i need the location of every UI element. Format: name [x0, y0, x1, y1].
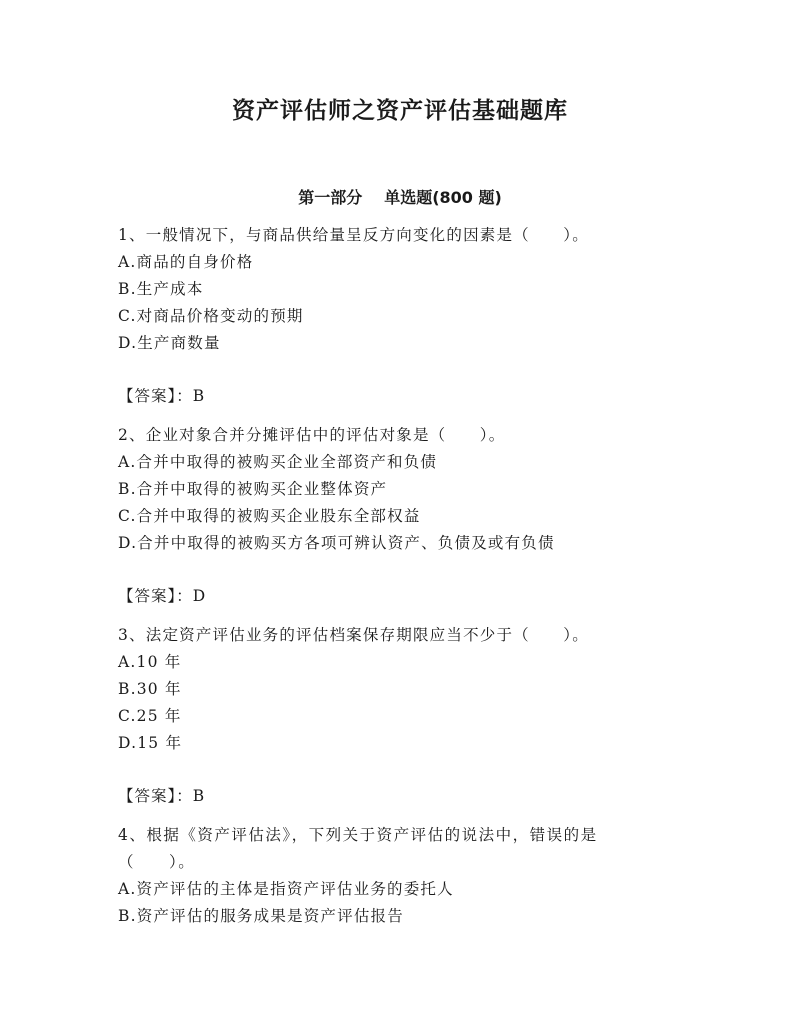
question-stem: 4、根据《资产评估法》，下列关于资产评估的说法中，错误的是（ ）。 — [118, 826, 598, 871]
option-c: C.合并中取得的被购买企业股东全部权益 — [118, 507, 421, 525]
answer-line — [118, 783, 678, 810]
answer-label: 【答案】： — [118, 787, 193, 805]
option-c: C.25 年 — [118, 707, 182, 725]
option-a: A.合并中取得的被购买企业全部资产和负债 — [118, 453, 438, 471]
option-a: A.商品的自身价格 — [118, 253, 254, 271]
answer-value: D — [192, 587, 207, 605]
answer-value: B — [192, 787, 206, 805]
option-d: D.生产商数量 — [118, 334, 221, 352]
question-4 — [118, 822, 678, 930]
option-d: D.15 年 — [118, 734, 183, 752]
question-stem: 2、企业对象合并分摊评估中的评估对象是（ ）。 — [118, 426, 506, 444]
answer-label: 【答案】： — [118, 587, 193, 605]
option-b: B.资产评估的服务成果是资产评估报告 — [118, 907, 404, 925]
question-1 — [118, 222, 678, 410]
section-part: 第一部分 — [298, 188, 363, 207]
option-b: B.生产成本 — [118, 280, 204, 298]
answer-value: B — [192, 387, 206, 405]
document-title: 资产评估师之资产评估基础题库 — [232, 98, 568, 124]
option-b: B.30 年 — [118, 680, 182, 698]
question-list — [118, 222, 678, 942]
answer-line — [118, 583, 678, 610]
option-c: C.对商品价格变动的预期 — [118, 307, 304, 325]
option-a: A.10 年 — [118, 653, 182, 671]
section-title — [0, 185, 800, 208]
question-stem: 1、一般情况下，与商品供给量呈反方向变化的因素是（ ）。 — [118, 226, 589, 244]
question-stem: 3、法定资产评估业务的评估档案保存期限应当不少于（ ）。 — [118, 626, 589, 644]
option-b: B.合并中取得的被购买企业整体资产 — [118, 480, 388, 498]
option-a: A.资产评估的主体是指资产评估业务的委托人 — [118, 880, 454, 898]
answer-label: 【答案】： — [118, 387, 193, 405]
option-d: D.合并中取得的被购买方各项可辨认资产、负债及或有负债 — [118, 534, 555, 552]
answer-line — [118, 383, 678, 410]
question-2 — [118, 422, 678, 610]
section-name: 单选题(800 题) — [384, 188, 502, 207]
question-3 — [118, 622, 678, 810]
